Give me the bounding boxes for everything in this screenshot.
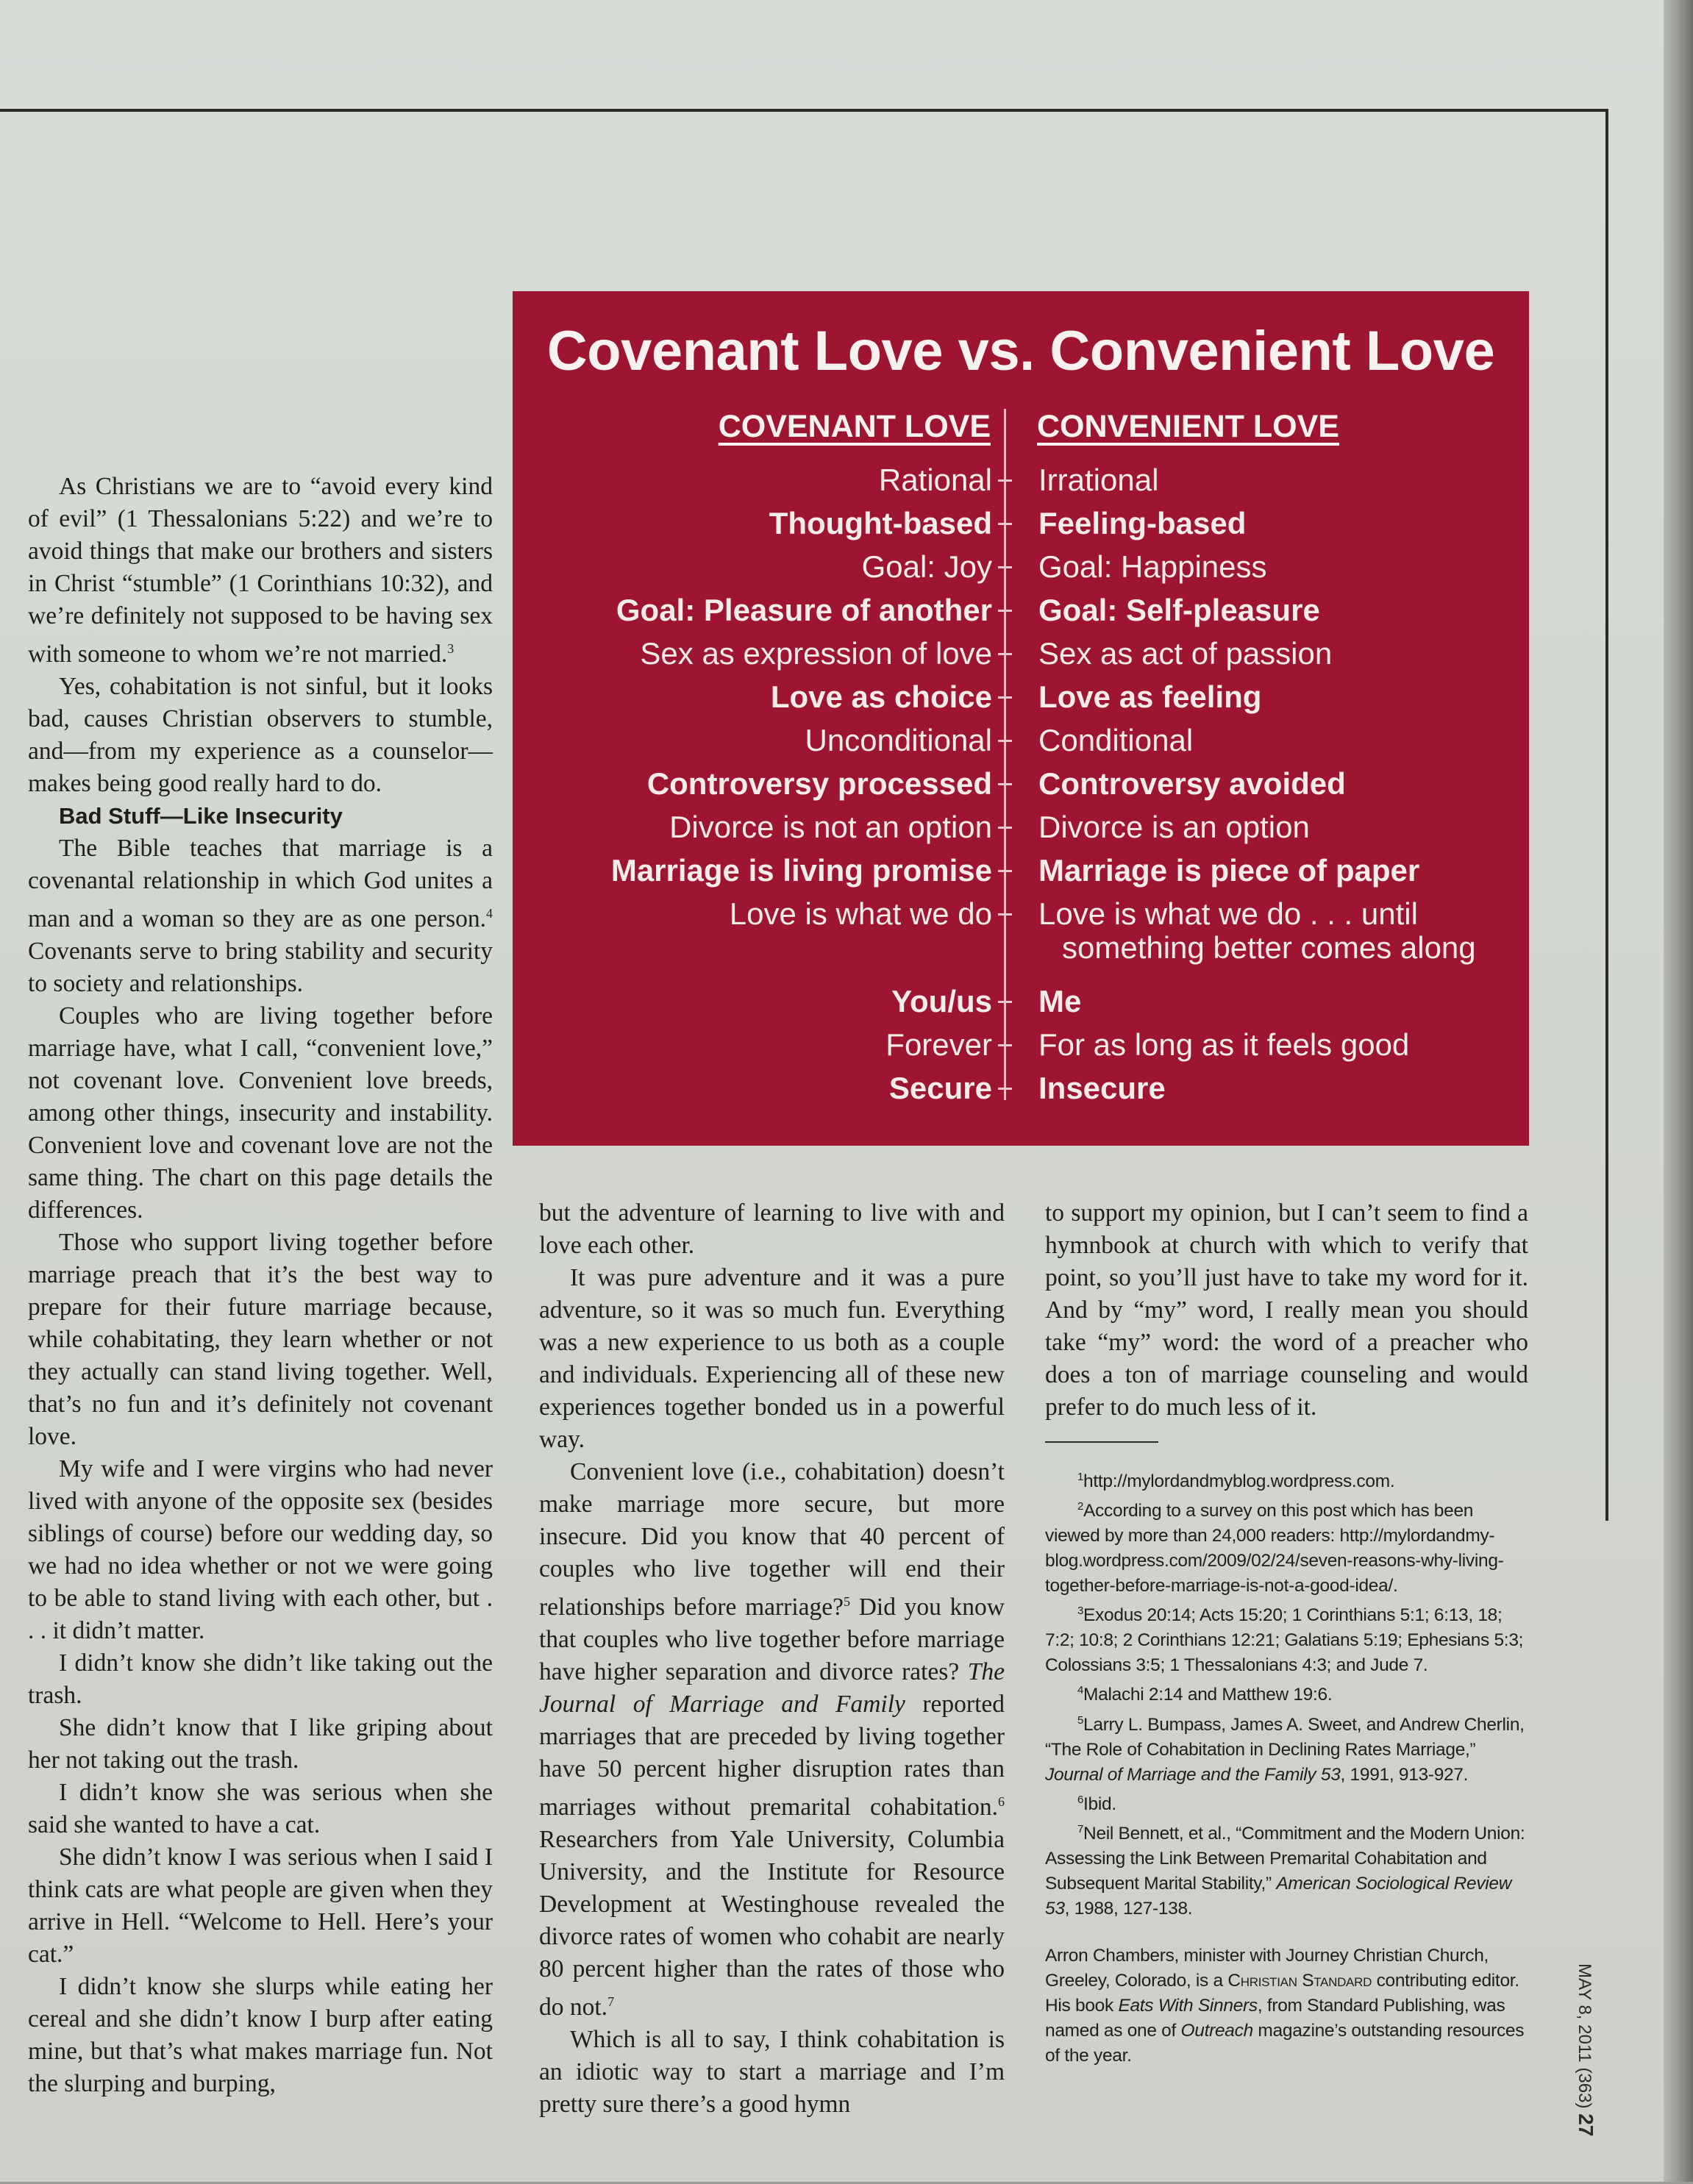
- divider-tick: [998, 1001, 1012, 1003]
- column-divider: [1004, 409, 1006, 1100]
- paragraph: Couples who are living together before marriage have, what I call, “convenient love,” not covenant love. Convenient love breeds, among other things, insecurity and instability. Convenient love and covenant love are not the same thing. The chart on this page details the differences.: [28, 1002, 493, 1224]
- footnote-6: $^6$Ibid.: [1077, 1793, 1116, 1814]
- divider-tick: [998, 1088, 1012, 1090]
- paragraph: As Christians we are to “avoid every kind of evil” (1 Thessalonians 5:22) and we’re to avoid things that make our brothers and sisters in Christ “stumble” (1 Corinthians 10:32), and we’re definitely not supposed to be having sex with someone to whom we’re not married.$^3$: [28, 473, 493, 668]
- paragraph: I didn’t know she was serious when she said she wanted to have a cat.: [28, 1779, 493, 1839]
- convenient-item: Irrational: [1038, 463, 1159, 497]
- footnote-4: $^4$Malachi 2:14 and Matthew 19:6.: [1077, 1684, 1333, 1705]
- convenient-item: Conditional: [1038, 723, 1194, 757]
- chart-title: Covenant Love vs. Convenient Love: [546, 320, 1495, 382]
- covenant-item: Sex as expression of love: [640, 636, 992, 671]
- paragraph: Convenient love (i.e., cohabitation) doesn’t make marriage more secure, but more insecure. Did you know that 40 percent of couples who live together will end their relationships before marriage?$^5$ Did you know that couples who live together before marriage have higher separation and divorce rates? The Journal of Marriage and Family reported marriages that are preceded by living together have 50 percent higher disruption rates than marriages without premarital cohabitation.$^6$ Researchers from Yale University, Columbia University, and the Institute for Resource Development at Westinghouse revealed the divorce rates of women who cohabit are nearly 80 percent higher than the rates of those who do not.$^7$: [539, 1458, 1005, 2021]
- top-rule: [0, 109, 1607, 112]
- article-column-2: [539, 1197, 1005, 2121]
- paragraph: She didn’t know that I like griping about her not taking out the trash.: [28, 1714, 493, 1774]
- convenient-item: Me: [1038, 984, 1082, 1018]
- footnote-5: $^5$Larry L. Bumpass, James A. Sweet, and Andrew Cherlin, “The Role of Cohabitation in Declining Rates Marriage,” Journal of Marriage and the Family 53, 1991, 913-927.: [1045, 1713, 1525, 1785]
- paragraph: Which is all to say, I think cohabitation is an idiotic way to start a marriage and I’m pretty sure there’s a good hymn: [539, 2026, 1005, 2119]
- paragraph: I didn’t know she didn’t like taking out the trash.: [28, 1649, 493, 1710]
- paragraph: The Bible teaches that marriage is a covenantal relationship in which God unites a man and a woman so they are as one person.$^4$ Covenants serve to bring stability and security to society and relationships.: [28, 835, 493, 998]
- convenient-item: Love is what we do . . . until something better comes along: [1038, 896, 1476, 965]
- folio: [1568, 1963, 1597, 2184]
- divider-tick: [998, 523, 1012, 525]
- section-subhead: Bad Stuff—Like Insecurity: [59, 803, 343, 829]
- convenient-item: Goal: Happiness: [1038, 549, 1267, 584]
- covenant-item: Divorce is not an option: [669, 810, 992, 844]
- footnote-7: $^7$Neil Bennett, et al., “Commitment and the Modern Union: Assessing the Link Between Premarital Cohabitation and Subsequent Marital Stability,” American Sociological Review 53, 1988, 127-138.: [1045, 1822, 1525, 1919]
- covenant-item: Rational: [878, 463, 992, 497]
- divider-tick: [998, 479, 1012, 482]
- covenant-heading: COVENANT LOVE: [718, 409, 991, 444]
- convenient-item: Marriage is piece of paper: [1038, 853, 1420, 888]
- convenient-item: Controversy avoided: [1038, 766, 1346, 801]
- covenant-item: Love is what we do: [729, 896, 992, 931]
- footnote-2: $^2$According to a survey on this post which has been viewed by more than 24,000 readers: http://mylordandmy-blog.wordpress.com/2009/02/24/seven-reasons-why-living-together-before-marriage-is-not-a-good-idea/.: [1045, 1500, 1504, 1596]
- convenient-item: Insecure: [1038, 1071, 1166, 1105]
- covenant-item: Controversy processed: [646, 766, 992, 801]
- paragraph: Those who support living together before marriage preach that it’s the best way to prepare for their future marriage because, while cohabitating, they learn whether or not they actually can stand living together. Well, that’s no fun and it’s definitely not covenant love.: [28, 1229, 493, 1451]
- covenant-item: Goal: Joy: [861, 549, 992, 584]
- convenient-heading: CONVENIENT LOVE: [1037, 409, 1339, 444]
- covenant-item: Thought-based: [769, 506, 992, 540]
- divider-tick: [998, 696, 1012, 699]
- right-rule: [1605, 109, 1608, 1521]
- convenient-item: Goal: Self-pleasure: [1038, 593, 1320, 627]
- paragraph: but the adventure of learning to live with and love each other.: [539, 1199, 1005, 1259]
- comparison-chart: [513, 291, 1529, 1146]
- page-number: 27: [1575, 2113, 1597, 2137]
- divider-tick: [998, 913, 1012, 916]
- divider-tick: [998, 740, 1012, 742]
- divider-tick: [998, 610, 1012, 612]
- convenient-item: Love as feeling: [1038, 679, 1262, 714]
- divider-tick: [998, 1044, 1012, 1046]
- covenant-item: Secure: [888, 1071, 992, 1105]
- paragraph: It was pure adventure and it was a pure adventure, so it was so much fun. Everything was a new experience to us both as a couple and individuals. Experiencing all of these new experiences together bonded us in a powerful way.: [539, 1264, 1005, 1453]
- covenant-item: Goal: Pleasure of another: [616, 593, 992, 627]
- covenant-item: Love as choice: [770, 679, 992, 714]
- convenient-item: Feeling-based: [1038, 506, 1247, 540]
- page-edge: [1664, 0, 1693, 2182]
- paragraph: Yes, cohabitation is not sinful, but it looks bad, causes Christian observers to stumble, and—from my experience as a counselor—makes being good really hard to do.: [28, 673, 493, 798]
- convenient-item: For as long as it feels good: [1038, 1027, 1410, 1062]
- paragraph: to support my opinion, but I can’t seem to find a hymnbook at church with which to verify that point, so you’ll just have to take my word for it. And by “my” word, I really mean you should take “my” word: the word of a preacher who does a ton of marriage counseling and would prefer to do much less of it.: [1045, 1199, 1528, 1421]
- divider-tick: [998, 870, 1012, 872]
- footnotes: [1045, 1465, 1528, 2069]
- footnote-rule: [1045, 1441, 1158, 1443]
- divider-tick: [998, 653, 1012, 655]
- article-column-1: [28, 471, 493, 2100]
- paragraph: I didn’t know she slurps while eating her cereal and she didn’t know I burp after eating mine, but that’s what makes marriage fun. Not the slurping and burping,: [28, 1973, 493, 2098]
- divider-tick: [998, 783, 1012, 785]
- author-bio: Arron Chambers, minister with Journey Christian Church, Greeley, Colorado, is a Christian Standard contributing editor. His book Eats With Sinners, from Standard Publishing, was named as one of Outreach magazine’s outstanding resources of the year.: [1045, 1946, 1525, 2066]
- divider-tick: [998, 827, 1012, 829]
- issue-date: MAY 8, 2011: [1575, 1963, 1594, 2063]
- paragraph: My wife and I were virgins who had never lived with anyone of the opposite sex (besides siblings of course) before our wedding day, so we had no idea whether or not we were going to be able to stand living with each other, but . . . it didn’t matter.: [28, 1455, 493, 1645]
- covenant-item: Unconditional: [805, 723, 992, 757]
- article-column-3: [1045, 1197, 1528, 2069]
- convenient-item: Sex as act of passion: [1038, 636, 1333, 671]
- footnote-3: $^3$Exodus 20:14; Acts 15:20; 1 Corinthians 5:1; 6:13, 18; 7:2; 10:8; 2 Corinthians 12:21; Galatians 5:19; Ephesians 5:3; Colossians 3:5; 1 Thessalonians 4:3; and Jude 7.: [1045, 1605, 1524, 1676]
- paragraph: She didn’t know I was serious when I said I think cats are what people are given when they arrive in Hell. “Welcome to Hell. Here’s your cat.”: [28, 1844, 493, 1969]
- covenant-item: Forever: [885, 1027, 992, 1062]
- issue-number: (363): [1575, 2067, 1594, 2109]
- divider-tick: [998, 566, 1012, 568]
- footnote-1: $^1$http://mylordandmyblog.wordpress.com.: [1077, 1471, 1395, 1492]
- covenant-item: Marriage is living promise: [610, 853, 992, 888]
- covenant-item: You/us: [891, 984, 992, 1018]
- convenient-item: Divorce is an option: [1038, 810, 1310, 844]
